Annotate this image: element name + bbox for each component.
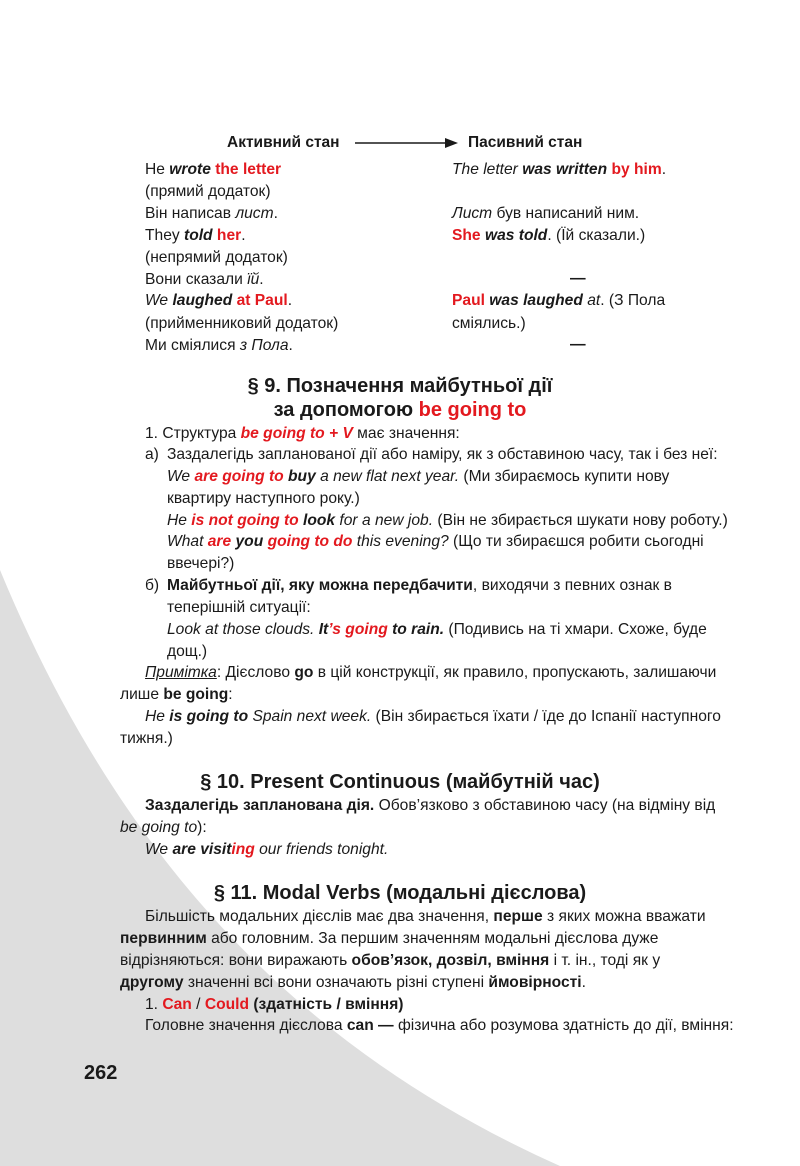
s9-example-line-2: тижня.)	[120, 730, 173, 747]
s9-line-4: квартиру наступного року.)	[167, 490, 360, 507]
s9-line-1: 1. Структура be going to + V має значення:	[145, 425, 460, 442]
s9-line-9: теперішній ситуації:	[167, 599, 311, 616]
active-row-2: (прямий додаток)	[145, 183, 271, 200]
page-number: 262	[84, 1062, 118, 1084]
section-10-title: § 10. Present Continuous (майбутній час)	[200, 771, 600, 793]
section-11-title: § 11. Modal Verbs (модальні дієслова)	[213, 882, 587, 904]
s9-example-line-1: He is going to Spain next week. (Він збирається їхати / їде до Іспанії наступного	[145, 708, 721, 725]
active-row-1: Не wrote the letter	[145, 161, 282, 178]
active-row-5: (непрямий додаток)	[145, 249, 288, 266]
active-row-3: Він написав лист.	[145, 205, 278, 222]
active-row-6: Вони сказали їй.	[145, 271, 264, 288]
section-9-title-line2: за допомогою be going to	[273, 399, 527, 421]
s10-line-2: be going to):	[120, 819, 207, 836]
section-9-title-line1: § 9. Позначення майбутньої дії	[247, 375, 553, 397]
s9-note-line-2: лише be going:	[120, 686, 233, 703]
s9-line-5: He is not going to look for a new job. (Він не збирається шукати нову роботу.)	[167, 512, 728, 529]
s9-line-10: Look at those clouds. It’s going to rain. (Подивись на ті хмари. Схоже, буде	[167, 621, 707, 638]
right-arrow-icon	[355, 136, 459, 150]
active-row-9: Ми сміялися з Пола.	[145, 337, 293, 354]
header-active-voice: Активний стан	[227, 134, 340, 151]
s9-line-11: дощ.)	[167, 643, 208, 660]
s11-line-6: Головне значення дієслова can — фізична або розумова здатність до дії, вміння:	[145, 1017, 734, 1034]
s9-line-3: We are going to buy a new flat next year. (Ми збираємось купити нову	[167, 468, 670, 485]
passive-row-6: сміялись.)	[452, 315, 526, 332]
passive-row-1: The letter was written by him.	[452, 161, 667, 178]
passive-row-3: She was told. (Їй сказали.)	[452, 227, 646, 244]
s10-line-3: We are visiting our friends tonight.	[145, 841, 389, 858]
s9-note-line-1: Примітка: Дієслово go в цій конструкції, як правило, пропускають, залишаючи	[145, 664, 717, 681]
s11-line-3: відрізняються: вони виражають обов’язок, дозвіл, вміння і т. ін., тоді як у	[120, 952, 661, 969]
s11-line-5: 1. Can / Could (здатність / вміння)	[145, 996, 404, 1013]
s9-line-6: What are you going to do this evening? (Що ти збираєшся робити сьогодні	[167, 533, 704, 550]
s10-line-1: Заздалегідь запланована дія. Обов’язково з обставиною часу (на відміну від	[145, 797, 716, 814]
s11-line-4: другому значенні всі вони означають різні ступені ймовірності.	[120, 974, 586, 991]
active-row-7: We laughed at Paul.	[145, 292, 293, 309]
active-row-8: (прийменниковий додаток)	[145, 315, 339, 332]
active-row-4: They told her.	[145, 227, 246, 244]
header-passive-voice: Пасивний стан	[468, 134, 583, 151]
passive-row-2: Лист був написаний ним.	[452, 205, 640, 222]
passive-dash-1: —	[570, 270, 586, 287]
s9-line-2-text: Заздалегідь запланованої дії або наміру, як з обставиною часу, так і без неї:	[167, 446, 718, 463]
passive-row-5: Paul was laughed at. (З Пола	[452, 292, 666, 309]
s9-line-8: б)	[145, 577, 160, 594]
passive-dash-2: —	[570, 336, 586, 353]
s9-line-8-text: Майбутньої дії, яку можна передбачити, виходячи з певних ознак в	[167, 577, 672, 594]
s11-line-2: первинним або головним. За першим значенням модальні дієслова дуже	[120, 930, 659, 947]
s9-line-2: а)	[145, 446, 159, 463]
s11-line-1: Більшість модальних дієслів має два значення, перше з яких можна вважати	[145, 908, 706, 925]
s9-line-7: ввечері?)	[167, 555, 235, 572]
